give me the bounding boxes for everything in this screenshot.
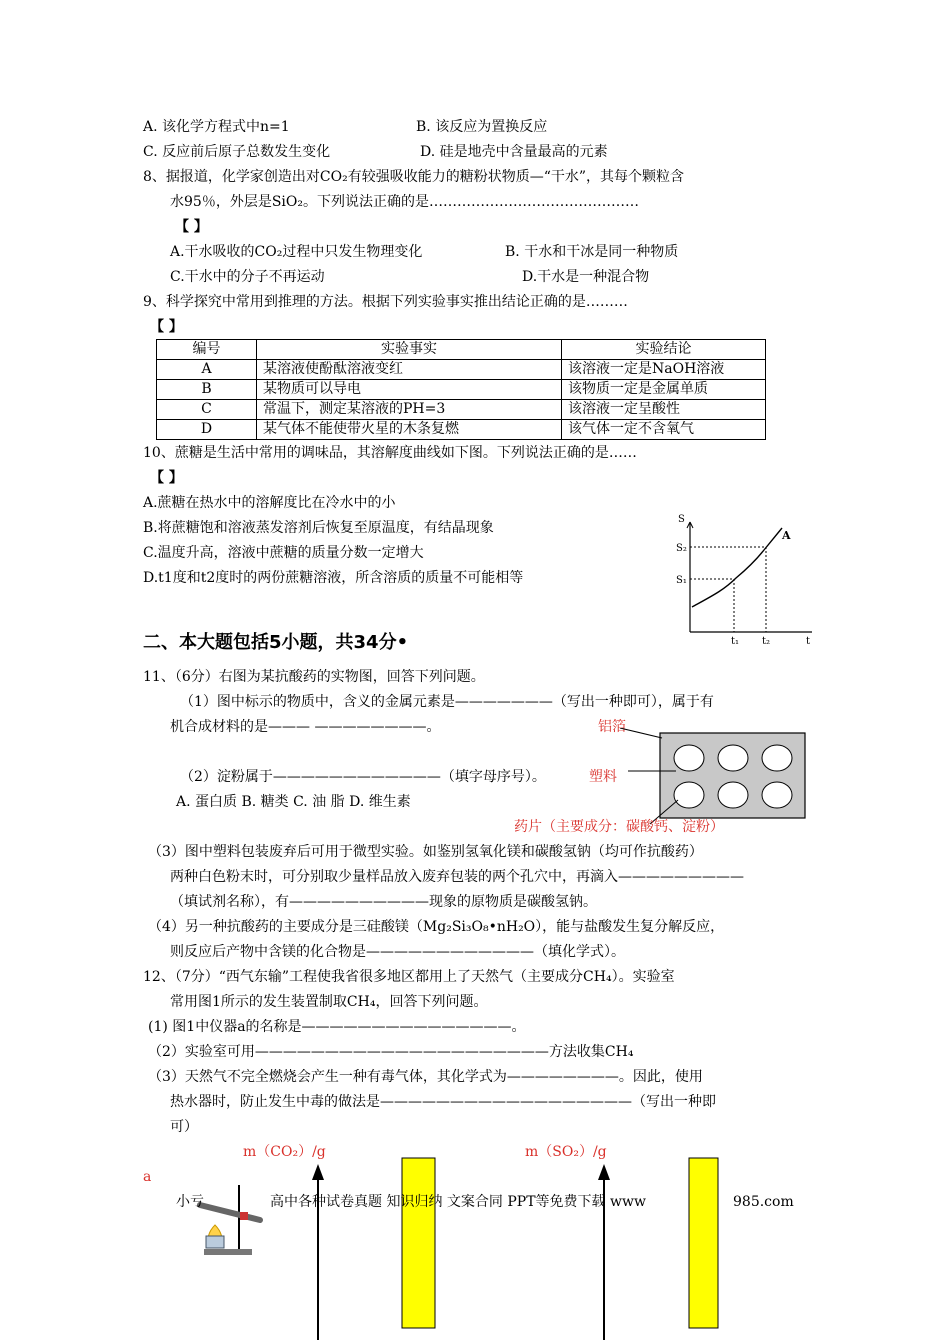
tablet-cavity	[762, 782, 792, 808]
q11-part4-line1: （4）另一种抗酸药的主要成分是三硅酸镁（Mg₂Si₃O₈•nH₂O），能与盐酸发生复分解反应，	[148, 919, 725, 935]
q10-option-b: B.将蔗糖饱和溶液蒸发溶剂后恢复至原温度，有结晶现象	[143, 520, 494, 536]
table-cell: 该气体一定不含氧气	[562, 420, 766, 440]
q8-option-b: B. 干水和干冰是同一种物质	[505, 244, 679, 260]
solubility-curve	[692, 528, 782, 607]
q11-part3-line2: 两种白色粉末时，可分别取少量样品放入废弃包装的两个孔穴中，再滴入—————————	[170, 869, 744, 885]
table-cell: 常温下，测定某溶液的PH=3	[257, 400, 562, 420]
s1-label: S₁	[676, 575, 687, 586]
bottom-figures	[0, 1150, 950, 1344]
table-row	[157, 380, 766, 400]
q12-part3-line3: 可）	[170, 1119, 198, 1135]
q12-stem-line2: 常用图1所示的发生装置制取CH₄，回答下列问题。	[170, 994, 488, 1010]
table-row	[157, 360, 766, 380]
q10-answer-bracket: 【 】	[150, 470, 183, 486]
solubility-curve-figure	[672, 500, 822, 655]
table-row	[157, 420, 766, 440]
blister-pack-figure	[590, 728, 810, 828]
so2-yellow-bar	[689, 1158, 718, 1328]
iron-stand-base	[204, 1249, 252, 1255]
q8-stem-line2: 水95％，外层是SiO₂。下列说法正确的是………………………………………	[170, 194, 639, 210]
tablet-cavity	[718, 745, 748, 771]
q11-part1-line2: 机合成材料的是——— ————————。	[170, 719, 441, 735]
table-cell: 某气体不能使带火星的木条复燃	[257, 420, 562, 440]
apparatus-a-label: a	[143, 1169, 152, 1185]
clamp	[240, 1212, 248, 1220]
q7-option-c: C. 反应前后原子总数发生变化	[143, 144, 331, 160]
q11-part4-line2: 则反应后产物中含镁的化合物是————————————（填化学式）。	[170, 944, 625, 960]
q8-option-d: D.干水是一种混合物	[522, 269, 650, 285]
table-cell: D	[157, 420, 257, 440]
so2-axis-arrow	[598, 1164, 610, 1180]
q11-stem: 11、（6分）右图为某抗酸药的实物图，回答下列问题。	[143, 669, 485, 685]
so2-axis-label: m（SO₂）/g	[525, 1144, 607, 1160]
tablet-cavity	[674, 745, 704, 771]
table-cell: A	[157, 360, 257, 380]
footer-watermark: 高中各种试卷真题 知识归纳 文案合同 PPT等免费下载 www	[270, 1194, 646, 1210]
q9-table	[156, 339, 766, 440]
footer-left: 小亏	[176, 1194, 204, 1210]
q10-option-c: C.温度升高，溶液中蔗糖的质量分数一定增大	[143, 545, 424, 561]
s-axis-label: S	[678, 514, 685, 525]
s2-label: S₂	[676, 543, 687, 554]
q11-part1-line1: （1）图中标示的物质中，含义的金属元素是———————（写出一种即可），属于有	[180, 694, 714, 710]
q10-option-a: A.蔗糖在热水中的溶解度比在冷水中的小	[143, 495, 396, 511]
q7-option-b: B. 该反应为置换反应	[416, 119, 548, 135]
q11-part2-options: A. 蛋白质 B. 糖类 C. 油 脂 D. 维生素	[176, 794, 411, 810]
t2-label: t₂	[762, 636, 771, 647]
co2-axis-arrow	[312, 1164, 324, 1180]
q10-option-d: D.t1度和t2度时的两份蔗糖溶液，所含溶质的质量不可能相等	[143, 570, 524, 586]
q12-part1: (1) 图1中仪器a的名称是———————————————。	[148, 1019, 526, 1035]
q11-part2: （2）淀粉属于————————————（填字母序号）。	[180, 769, 546, 785]
tablet-cavity	[718, 782, 748, 808]
alcohol-lamp	[206, 1236, 224, 1248]
table-row	[157, 400, 766, 420]
table-cell: C	[157, 400, 257, 420]
q7-option-a: A. 该化学方程式中n=1	[143, 119, 290, 135]
table-cell: 该溶液一定呈酸性	[562, 400, 766, 420]
tablet-cavity	[674, 782, 704, 808]
table-cell: B	[157, 380, 257, 400]
q8-stem-line1: 8、据报道，化学家创造出对CO₂有较强吸收能力的糖粉状物质—“干水”，其每个颗粒含	[143, 169, 685, 185]
q11-part3-line1: （3）图中塑料包装废弃后可用于微型实验。如鉴别氢氧化镁和碳酸氢钠（均可作抗酸药）	[148, 844, 703, 860]
tablet-cavity	[762, 745, 792, 771]
co2-axis-label: m（CO₂）/g	[243, 1144, 326, 1160]
curve-a-label: A	[782, 529, 791, 542]
table-header-row	[157, 340, 766, 360]
q8-answer-bracket: 【 】	[175, 219, 208, 235]
q8-option-c: C.干水中的分子不再运动	[170, 269, 325, 285]
q12-part2: （2）实验室可用—————————————————————方法收集CH₄	[148, 1044, 634, 1060]
q12-part3-line1: （3）天然气不完全燃烧会产生一种有毒气体，其化学式为————————。因此，使用	[148, 1069, 703, 1085]
footer-domain: 985.com	[733, 1194, 794, 1210]
q12-stem-line1: 12、（7分）“西气东输”工程使我省很多地区都用上了天然气（主要成分CH₄）。实验室	[143, 969, 675, 985]
table-cell: 该溶液一定是NaOH溶液	[562, 360, 766, 380]
t-axis-label: t	[806, 636, 811, 647]
q9-answer-bracket: 【 】	[150, 319, 183, 335]
co2-yellow-bar	[402, 1158, 435, 1328]
section-2-heading: 二、本大题包括5小题，共34分•	[143, 632, 409, 653]
q9-stem: 9、科学探究中常用到推理的方法。根据下列实验事实推出结论正确的是………	[143, 294, 628, 310]
label-aluminum-foil: 铝箔	[598, 719, 626, 735]
table-header: 编号	[157, 340, 257, 360]
label-tablet: 药片（主要成分：碳酸钙、淀粉）	[514, 819, 724, 835]
table-header: 实验事实	[257, 340, 562, 360]
table-cell: 某溶液使酚酞溶液变红	[257, 360, 562, 380]
q10-stem: 10、蔗糖是生活中常用的调味品，其溶解度曲线如下图。下列说法正确的是……	[143, 445, 637, 461]
test-tube	[200, 1205, 260, 1220]
q11-part3-line3: （填试剂名称），有——————————现象的原物质是碳酸氢钠。	[170, 894, 597, 910]
table-cell: 某物质可以导电	[257, 380, 562, 400]
foil-pointer-line	[620, 728, 662, 738]
table-header: 实验结论	[562, 340, 766, 360]
q12-part3-line2: 热水器时，防止发生中毒的做法是——————————————————（写出一种即	[170, 1094, 716, 1110]
table-cell: 该物质一定是金属单质	[562, 380, 766, 400]
q7-option-d: D. 硅是地壳中含量最高的元素	[420, 144, 608, 160]
label-plastic: 塑料	[589, 769, 617, 785]
q8-option-a: A.干水吸收的CO₂过程中只发生物理变化	[170, 244, 423, 260]
t1-label: t₁	[731, 636, 740, 647]
